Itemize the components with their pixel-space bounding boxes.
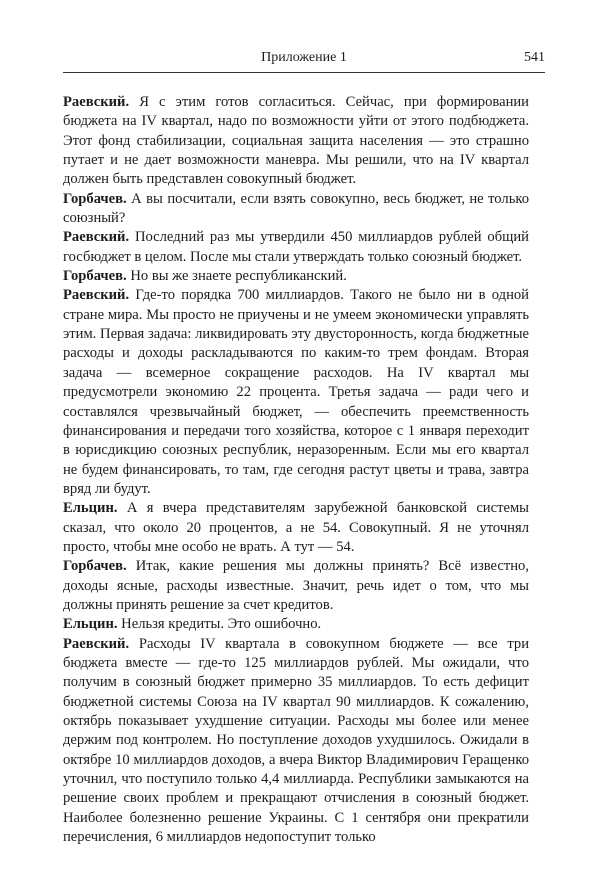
paragraph-text: Я с этим готов согласиться. Сейчас, при формировании бюджета на IV квартал, надо по возможности уйти от этого подбюджета. Этот фонд стабилизации, социальная защита населения — это страшно путает и не дает возможности маневра. Мы решили, что на IV квартал должен быть представлен совокупный бюджет. bbox=[63, 94, 529, 188]
paragraph-text: Расходы IV квартала в совокупном бюджете — все три бюджета вместе — где-то 125 миллиардов рублей. Мы ожидали, что получим в союзный бюджет примерно 35 миллиардов. То есть дефицит бюджетной системы Союза на IV квартал 90 миллиардов. К сожалению, октябрь показывает ухудшение ситуации. Расходы мы более или менее держим под контролем. Но поступление доходов ухудшилось. Ожидали в октябре 10 миллиардов доходов, а вчера Виктор Владимирович Геращенко уточнил, что поступило только 4,4 миллиарда. Республики замыкаются на решение своих проблем и прекращают отчисления в союзный бюджет. Наиболее болезненно решение Украины. С 1 сентября они прекратили перечисления, 6 миллиардов недопоступит только bbox=[63, 635, 530, 846]
dialogue-paragraph bbox=[63, 635, 529, 848]
dialogue-paragraph bbox=[63, 190, 529, 229]
speaker-name: Горбачев. bbox=[63, 268, 127, 285]
speaker-name: Раевский. bbox=[63, 229, 130, 246]
speaker-name: Горбачев. bbox=[63, 558, 127, 575]
dialogue-paragraph bbox=[63, 557, 529, 615]
page-body bbox=[63, 93, 529, 847]
speaker-name: Раевский. bbox=[63, 635, 130, 652]
dialogue-paragraph bbox=[63, 228, 529, 267]
speaker-name: Раевский. bbox=[63, 94, 130, 110]
paragraph-text: Где-то порядка 700 миллиардов. Такого не было ни в одной стране мира. Мы просто не приучены и не умеем экономически управлять этим. Первая задача: ликвидировать эту двусторонность, когда бюджетные расходы и доходы раскладываются по каким-то трем фондам. Вторая задача — всемерное сокращение расходов. На IV квартал мы предусмотрели экономию 22 процента. Третья задача — ради чего и составлялся чрезвычайный бюджет, — обеспечить преемственность финансирования и передачи того хозяйства, которое с 1 января переходит в юрисдикцию союзных республик, неразоренным. Если мы его квартал не будем финансировать, то там, где сегодня растут цветы и трава, завтра вряд ли будут. bbox=[63, 287, 529, 497]
paragraph-text: Последний раз мы утвердили 450 миллиардов рублей общий госбюджет в целом. После мы стали утверждать только союзный бюджет. bbox=[63, 229, 529, 265]
paragraph-text: Итак, какие решения мы должны принять? Всё известно, доходы ясные, расходы известные. Значит, речь идет о том, что мы должны принять решение за счет кредитов. bbox=[63, 558, 529, 613]
paragraph-text: А я вчера представителям зарубежной банковской системы сказал, что около 20 процентов, а не 54. Совокупный. Я не уточнял просто, чтобы мне особо не врать. А тут — 54. bbox=[63, 500, 529, 555]
speaker-name: Горбачев. bbox=[63, 190, 127, 207]
dialogue-paragraph bbox=[63, 93, 529, 190]
dialogue-paragraph bbox=[63, 267, 529, 286]
speaker-name: Ельцин. bbox=[63, 616, 118, 633]
dialogue-paragraph bbox=[63, 499, 529, 557]
running-header bbox=[63, 46, 545, 73]
paragraph-text: Нельзя кредиты. Это ошибочно. bbox=[121, 616, 322, 633]
dialogue-paragraph bbox=[63, 615, 529, 634]
page-number: 541 bbox=[524, 50, 545, 65]
running-head-title: Приложение 1 bbox=[261, 50, 347, 65]
speaker-name: Ельцин. bbox=[63, 500, 118, 517]
paragraph-text: Но вы же знаете республиканский. bbox=[130, 268, 347, 285]
dialogue-paragraph bbox=[63, 286, 529, 499]
paragraph-text: А вы посчитали, если взять совокупно, весь бюджет, не только союзный? bbox=[63, 190, 529, 227]
speaker-name: Раевский. bbox=[63, 287, 130, 304]
